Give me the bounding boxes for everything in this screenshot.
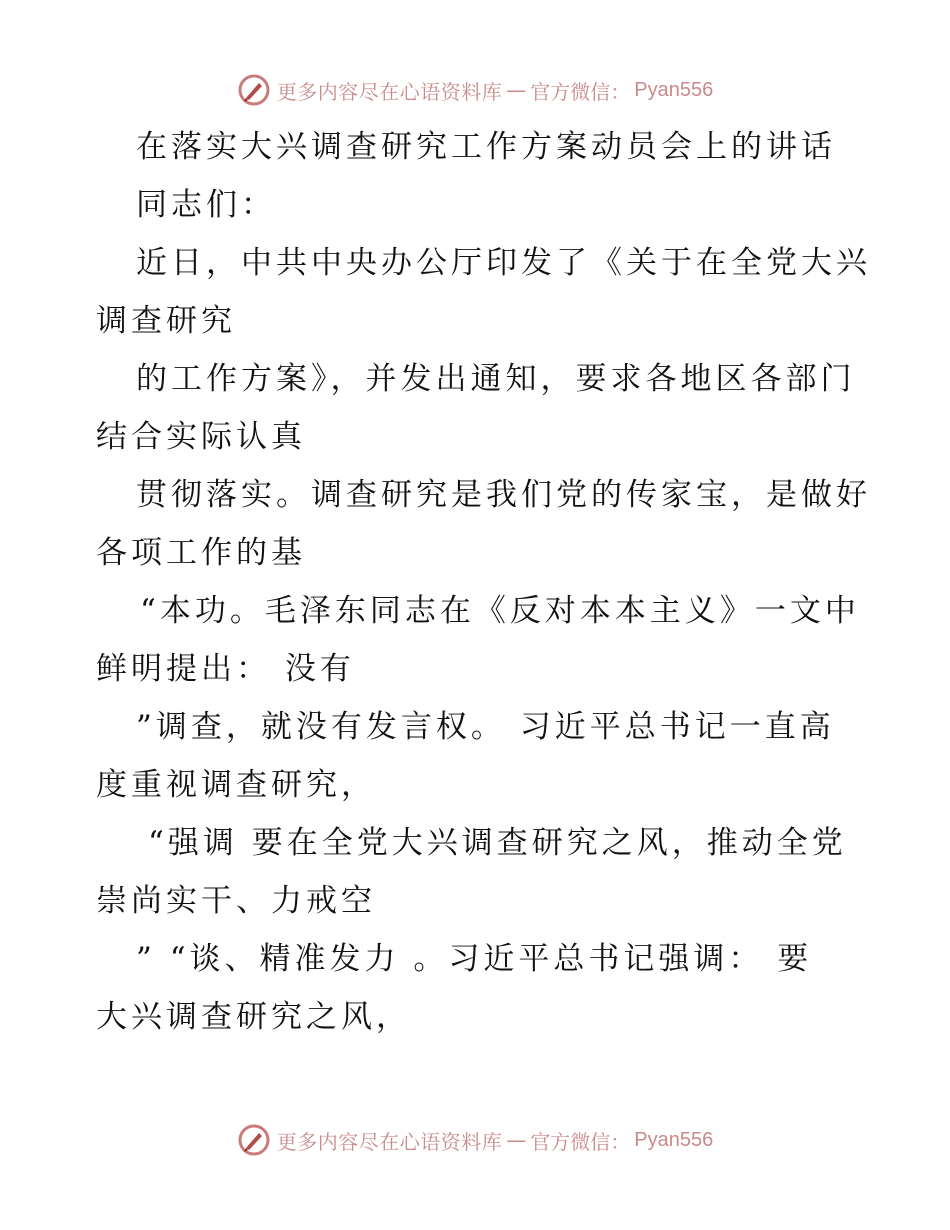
paragraph-line: 结合实际认真	[96, 419, 306, 455]
paragraph-line: 贯彻落实。调查研究是我们党的传家宝，是做好	[136, 477, 871, 513]
paragraph-line: 鲜明提出： 没有	[96, 651, 355, 687]
header-watermark	[0, 70, 950, 110]
document-body	[96, 124, 871, 1052]
document-title: 在落实大兴调查研究工作方案动员会上的讲话	[136, 129, 836, 165]
pen-logo-icon	[237, 1123, 271, 1157]
paragraph-line: 崇尚实干、力戒空	[96, 883, 376, 919]
paragraph-line: ” “谈、精准发力 。习近平总书记强调： 要	[136, 941, 813, 977]
paragraph-line: 大兴调查研究之风，	[96, 999, 411, 1035]
watermark-id: Pyan556	[634, 78, 714, 101]
paragraph-line: “强调 要在全党大兴调查研究之风，推动全党	[148, 825, 847, 861]
salutation: 同志们：	[136, 187, 276, 223]
paragraph-line: 调查研究	[96, 303, 236, 339]
watermark-text: 更多内容尽在心语资料库	[276, 79, 503, 104]
watermark-text: 更多内容尽在心语资料库	[276, 1129, 503, 1154]
watermark-label: 官方微信：	[530, 1129, 631, 1154]
paragraph-line: 的工作方案》，并发出通知，要求各地区各部门	[136, 361, 856, 397]
watermark-id: Pyan556	[634, 1128, 714, 1151]
watermark-dash: —	[506, 1128, 527, 1152]
pen-logo-icon	[237, 73, 271, 107]
paragraph-line: “本功。毛泽东同志在《反对本本主义》一文中	[140, 593, 860, 629]
watermark-dash: —	[506, 78, 527, 102]
footer-watermark	[0, 1120, 950, 1160]
watermark-label: 官方微信：	[530, 79, 631, 104]
paragraph-line: 近日，中共中央办公厅印发了《关于在全党大兴	[136, 245, 871, 281]
paragraph-line: 度重视调查研究，	[96, 767, 376, 803]
paragraph-line: ”调查，就没有发言权。 习近平总书记一直高	[136, 709, 835, 745]
paragraph-line: 各项工作的基	[96, 535, 306, 571]
